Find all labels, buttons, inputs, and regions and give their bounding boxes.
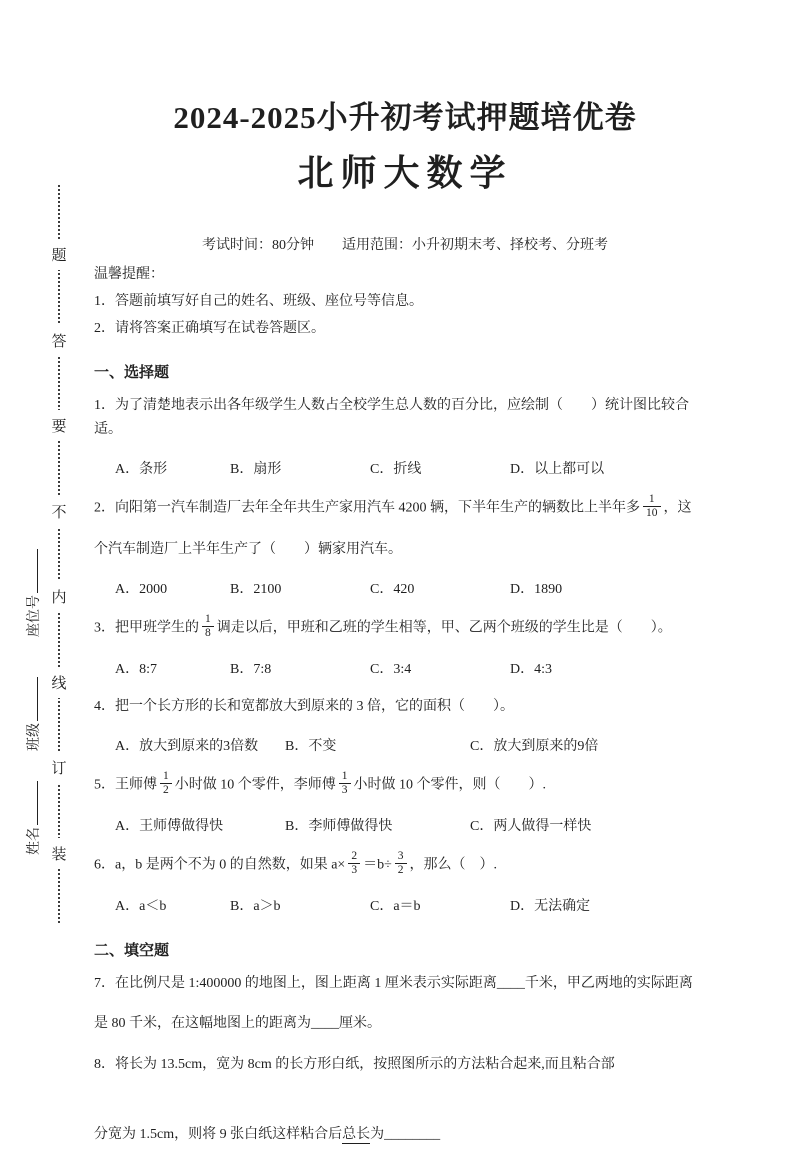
student-field-name [23,781,43,855]
option-D: D．以上都可以 [510,462,605,477]
section-title: 二、填空题 [94,943,170,959]
question-line [94,394,716,442]
question-text: 8．将长为 13.5cm，宽为 8cm 的长方形白纸，按照图所示的方法粘合起来,而且粘合部 [94,1057,615,1072]
question-text: ＝b÷ [363,857,392,873]
question-line [94,615,716,642]
underlined-text: 总长 [342,1127,371,1142]
options-row [94,658,716,678]
student-field-class [23,677,43,751]
binding-line-char: 答 [50,325,67,356]
fraction-numerator: 1 [643,493,661,507]
option-D: D．4:3 [510,662,552,677]
fraction-denominator: 2 [397,864,404,876]
paper-title: 2024-2025小升初考试押题培优卷 [173,100,637,135]
option-C: C．折线 [370,462,422,477]
binding-line [50,185,68,923]
student-field-label: 座位号 [25,595,41,637]
question [94,615,716,678]
question-text: ，那么（ ）. [409,857,498,873]
questions-area [94,361,716,1147]
fraction [202,613,214,640]
binding-line-char: 要 [50,410,67,441]
question-text: 调走以后，甲班和乙班的学生相等，甲、乙两个班级的学生比是（ ）。 [216,620,672,636]
option-B: B．扇形 [230,462,282,477]
question [94,394,716,478]
student-field-blank-line [24,677,38,721]
student-field-label: 班级 [25,723,41,751]
fraction-numerator: 2 [348,850,360,864]
question-text: 2．向阳第一汽车制造厂去年全年共生产家用汽车 4200 辆，下半年生产的辆数比上半年多 [94,500,640,516]
question-text: 3．把甲班学生的 [94,620,199,636]
question-text: 分宽为 1.5cm，则将 9 张白纸这样粘合后 [94,1127,343,1142]
question-line [94,1012,716,1036]
fraction-denominator: 3 [341,784,348,796]
fraction [395,850,407,877]
fraction [643,493,661,520]
option-C: C．3:4 [370,662,412,677]
paper-content [94,92,716,1164]
option-B: B．李师傅做得快 [285,819,393,834]
fraction-numerator: 3 [395,850,407,864]
option-A: A．条形 [115,462,168,477]
question-line [94,495,716,522]
options-row [94,815,716,835]
option-A: A．2000 [115,582,168,597]
option-C: C．420 [370,582,415,597]
option-B: B．2100 [230,582,282,597]
binding-line-char: 题 [50,239,67,270]
option-A: A．8:7 [115,662,157,677]
fraction [348,850,360,877]
notice-title: 温馨提醒： [94,267,164,282]
option-B: B．不变 [285,739,337,754]
option-B: B．a＞b [230,899,281,914]
option-D: D．无法确定 [510,899,591,914]
option-A: A．王师傅做得快 [115,819,224,834]
student-field-blank-line [24,781,38,825]
question-text: ，这 [663,500,692,516]
option-A: A．放大到原来的3倍数 [115,739,259,754]
fraction-denominator: 8 [205,627,211,639]
question-line [94,772,716,799]
fraction-denominator: 2 [163,784,169,796]
question-text: 5．王师傅 [94,777,157,793]
question-text: 1．为了清楚地表示出各年级学生人数占全校学生总人数的百分比，应绘制（ ）统计图比较合适。 [94,398,689,437]
question-line [94,538,716,562]
notice-item-1: 1．答题前填写好自己的姓名、班级、座位号等信息。 [94,294,423,309]
options-row [94,895,716,915]
student-field-seat-number [23,549,43,637]
binding-line-chars [50,185,68,923]
exam-info-line: 考试时间：80分钟 适用范围：小升初期末考、择校考、分班考 [202,238,608,253]
question-line [94,972,716,996]
question-text: 个汽车制造厂上半年生产了（ ）辆家用汽车。 [94,542,402,557]
fraction-numerator: 1 [339,770,351,784]
question-text: 小时做 10 个零件，则（ ）. [353,777,546,793]
options-row [94,458,716,478]
options-row [94,735,716,755]
question [94,1053,716,1147]
paper-subtitle: 北师大数学 [297,153,513,193]
fraction-denominator: 10 [646,507,658,519]
question-text: 6．a，b 是两个不为 0 的自然数，如果 a× [94,857,346,873]
question-line [94,695,716,719]
question [94,972,716,1036]
option-B: B．7:8 [230,662,272,677]
fraction-numerator: 1 [202,613,214,627]
question-text: 是 80 千米，在这幅地图上的距离为____厘米。 [94,1016,381,1031]
question-text: 小时做 10 个零件，李师傅 [174,777,336,793]
fraction-denominator: 3 [351,864,358,876]
question-line [94,852,716,879]
question-text: 4．把一个长方形的长和宽都放大到原来的 3 倍，它的面积（ ）。 [94,699,514,714]
question [94,772,716,835]
option-A: A．a＜b [115,899,167,914]
question-line [94,1053,716,1077]
student-field-blank-line [24,549,38,593]
section-title: 一、选择题 [94,365,170,381]
fraction [339,770,351,797]
binding-line-char: 装 [50,838,67,869]
question [94,852,716,915]
question [94,495,716,598]
question-text: 为________ [370,1127,441,1142]
fraction-numerator: 1 [160,770,172,784]
option-C: C．a＝b [370,899,421,914]
option-C: C．两人做得一样快 [470,819,592,834]
binding-line-char: 内 [50,581,67,612]
notice-item-2: 2．请将答案正确填写在试卷答题区。 [94,321,325,336]
option-D: D．1890 [510,582,563,597]
binding-line-char: 线 [50,667,67,698]
binding-line-char: 订 [50,752,67,783]
question-line [94,1123,716,1147]
question [94,695,716,755]
student-field-label: 姓名 [25,827,41,855]
binding-line-char: 不 [50,496,67,527]
option-C: C．放大到原来的9倍 [470,739,599,754]
fraction [160,770,172,797]
question-text: 7．在比例尺是 1:400000 的地图上，图上距离 1 厘米表示实际距离____千米，甲乙两地的实际距离 [94,976,693,991]
options-row [94,578,716,598]
